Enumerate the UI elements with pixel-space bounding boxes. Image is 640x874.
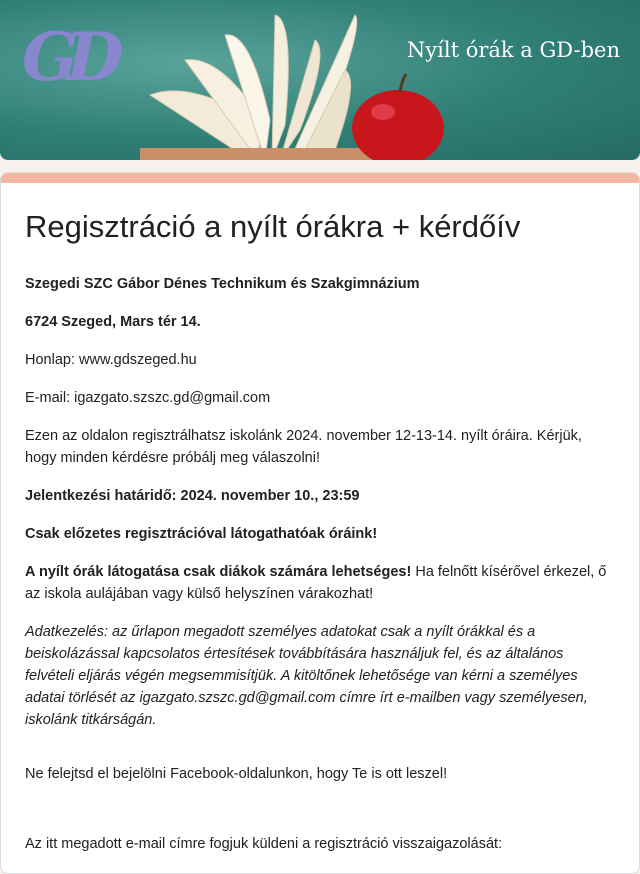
intro-text: Ezen az oldalon regisztrálhatsz iskolánk 2024. november 12-13-14. nyílt óráira. Kérjük, hogy minden kérdésre próbálj meg válaszolni!	[25, 428, 582, 466]
confirmation-text: Az itt megadott e-mail címre fogjuk küldeni a regisztráció visszaigazolását:	[25, 836, 503, 852]
deadline-text: Jelentkezési határidő: 2024. november 10., 23:59	[25, 488, 360, 504]
school-address: 6724 Szeged, Mars tér 14.	[25, 314, 201, 330]
students-only-bold: A nyílt órák látogatása csak diákok számára lehetséges!	[25, 564, 412, 580]
banner-title: Nyílt órák a GD-ben	[406, 38, 620, 62]
spacer	[25, 817, 615, 833]
facebook-text: Ne felejtsd el bejelölni Facebook-oldalunkon, hogy Te is ott leszel!	[25, 766, 448, 782]
card-accent-bar	[1, 173, 639, 183]
school-email: E-mail: igazgato.szszc.gd@gmail.com	[25, 390, 271, 406]
school-name: Szegedi SZC Gábor Dénes Technikum és Szakgimnázium	[25, 276, 420, 292]
form-description	[1, 183, 639, 855]
registration-only-text: Csak előzetes regisztrációval látogathatóak óráink!	[25, 526, 378, 542]
spacer	[25, 747, 615, 763]
header-banner	[0, 0, 640, 160]
form-title: Regisztráció a nyílt órákra + kérdőív	[25, 209, 521, 244]
students-only-text	[25, 561, 615, 605]
school-logo: GD	[22, 18, 112, 96]
form-header-card	[0, 172, 640, 874]
school-website: Honlap: www.gdszeged.hu	[25, 352, 197, 368]
privacy-text: Adatkezelés: az űrlapon megadott személyes adatokat csak a nyílt órákkal és a beiskolázással kapcsolatos értesítések továbbítására használjuk fel, és az általános felvételi eljárás végén megsemmisítjük. A kitöltőnek lehetősége van kérni a személyes adatai törlését az igazgato.szszc.gd@gmail.com címre írt e-mailben vagy személyesen, iskolánk titkárságán.	[25, 624, 588, 728]
spacer	[25, 801, 615, 817]
students-only-rest: Ha felnőtt kísérővel érkezel, ő az iskola aulájában vagy külső helyszínen várakozhat!	[25, 564, 607, 602]
